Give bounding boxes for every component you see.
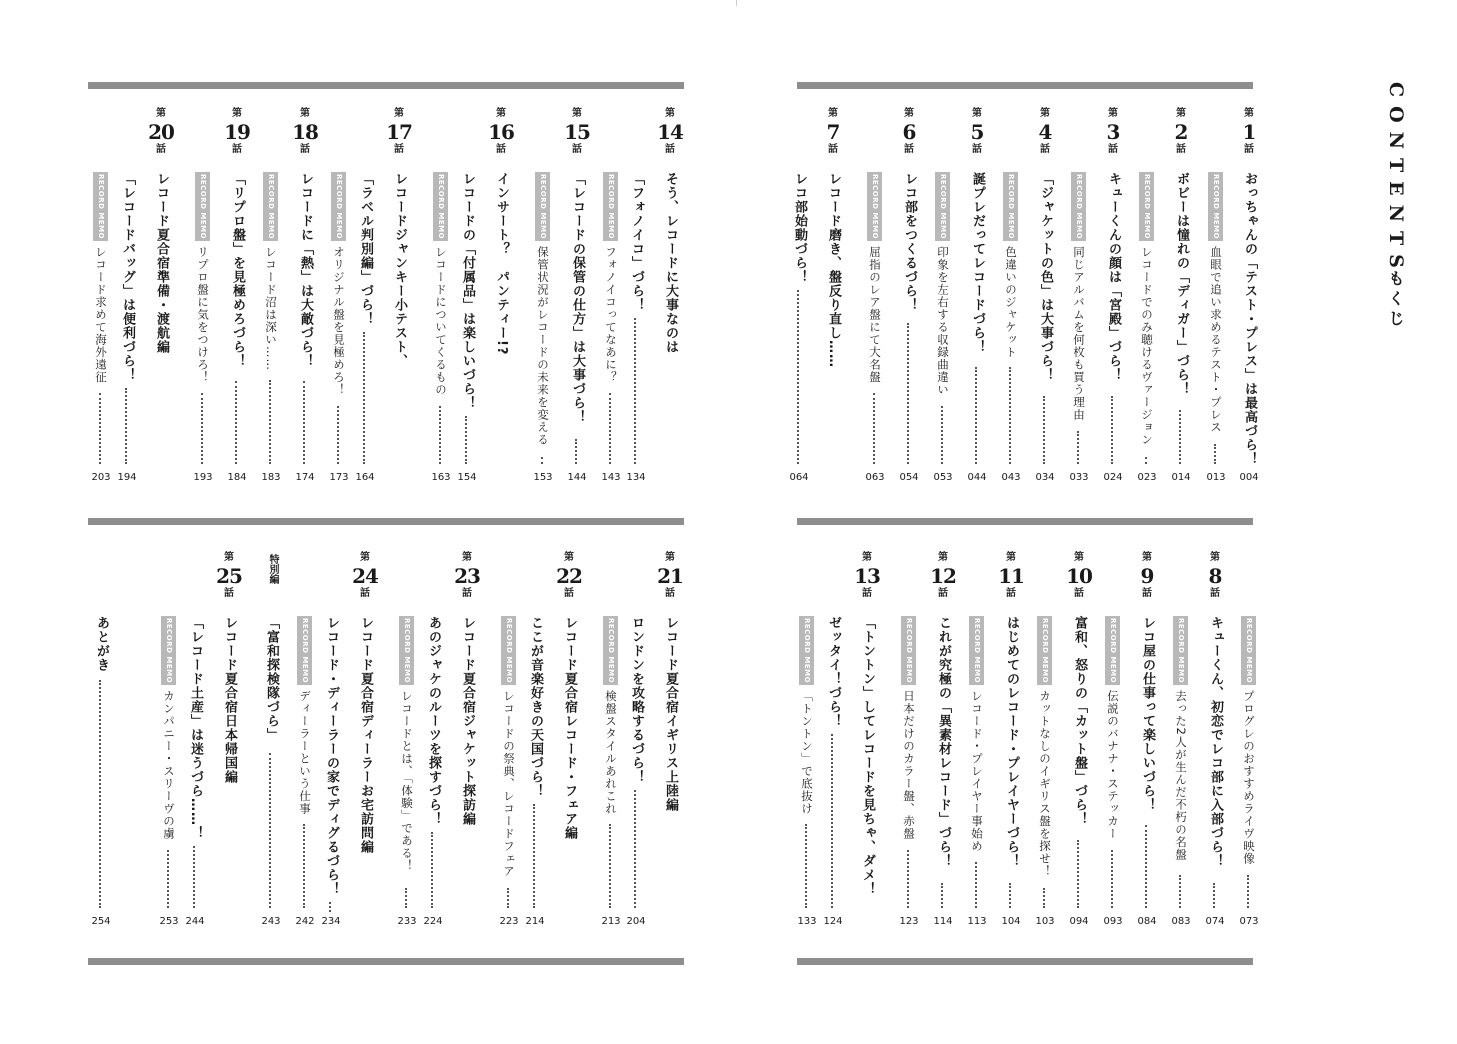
page-number: 064 [789, 472, 809, 483]
record-memo-badge: RECORD MEMO [603, 616, 618, 685]
chapter-prefix-dai: 第 [462, 552, 472, 563]
entry-title-line1: レコード夏合宿日本帰国編 [222, 616, 237, 784]
entry-title: 日本だけのカラー盤、赤盤 [902, 690, 916, 840]
entry-title: 「トントン」で底抜け [800, 690, 814, 815]
chapter-prefix-dai: 第 [394, 108, 404, 119]
entry-title: カットなしのイギリス盤を探せ！ [1038, 690, 1052, 878]
entry-title: 保管状況がレコードの未来を変える [536, 246, 550, 446]
record-memo-badge: RECORD MEMO [399, 616, 414, 685]
entry-title: レコードについてくるもの [434, 246, 448, 396]
chapter-prefix-dai: 第 [1142, 552, 1152, 563]
record-memo-badge: RECORD MEMO [603, 172, 618, 241]
chapter-prefix-dai: 第 [1244, 108, 1254, 119]
chapter-prefix-dai: 第 [972, 108, 982, 119]
leader-dots [269, 753, 271, 909]
chapter-number-block [456, 552, 478, 600]
toc-entry[interactable] [1000, 0, 1022, 1044]
page-number: 153 [533, 472, 553, 483]
chapter-number-block [1136, 552, 1158, 600]
chapter-suffix-wa: 話 [1006, 588, 1016, 599]
entry-title-line2: レコード・ディーラーの家でディグるづら！ [324, 616, 339, 896]
chapter-number-block [1204, 552, 1226, 600]
toc-entry[interactable] [600, 0, 622, 1044]
record-memo-badge: RECORD MEMO [331, 172, 346, 241]
leader-dots [431, 832, 433, 908]
entry-title-line2: ここが音楽好きの天国づら！ [528, 616, 543, 798]
chapter-number-block [822, 108, 844, 156]
page-number: 053 [933, 472, 953, 483]
leader-dots [303, 824, 305, 908]
page-number: 183 [261, 472, 281, 483]
entry-title: おっちゃんの「テスト・プレス」は最高づら！ [1242, 172, 1257, 466]
toc-entry[interactable] [1136, 0, 1158, 1044]
leader-dots [634, 790, 636, 908]
chapter-prefix-dai: 第 [232, 108, 242, 119]
page-number: 203 [91, 472, 111, 483]
entry-title-line2: レコ部始動づら！ [792, 172, 807, 284]
entry-title: 去った2人が生んだ不朽の名盤 [1174, 690, 1188, 861]
record-memo-badge: RECORD MEMO [1241, 616, 1256, 685]
chapter-suffix-wa: 話 [1108, 144, 1118, 155]
chapter-number: 22 [556, 564, 582, 588]
entry-title: カンパニー・スリーヴの虜 [162, 690, 176, 840]
toc-entry[interactable] [1034, 0, 1056, 1044]
chapter-prefix-dai: 第 [496, 108, 506, 119]
toc-entry[interactable] [498, 0, 520, 1044]
entry-title: レコードでのみ聴けるヴァージョン [1140, 246, 1154, 446]
page-number: 154 [457, 472, 477, 483]
entry-title: 伝説のバナナ・ステッカー [1106, 690, 1120, 840]
chapter-suffix-wa: 話 [394, 144, 404, 155]
toc-entry[interactable] [260, 0, 282, 1044]
toc-entry[interactable] [898, 0, 920, 1044]
entry-title: キューくんの顔は「宮殿」づら！ [1106, 172, 1121, 382]
entry-title-line2: ゼッタイ！づら！ [826, 616, 841, 728]
entry-title-line2: ロンドンを攻略するづら！ [629, 616, 644, 784]
toc-entry[interactable] [1204, 0, 1226, 1044]
chapter-number: 4 [1038, 120, 1052, 144]
entry-title-line1: 「トントン」してレコードを見ちゃ、ダメ！ [860, 616, 875, 896]
chapter-prefix-dai: 第 [224, 552, 234, 563]
entry-title: 「富和探検隊づら」 [264, 616, 279, 742]
chapter-number: 3 [1106, 120, 1120, 144]
chapter-prefix-dai: 第 [1176, 108, 1186, 119]
leader-dots [634, 318, 636, 464]
chapter-number: 6 [902, 120, 916, 144]
record-memo-badge: RECORD MEMO [1037, 616, 1052, 685]
chapter-suffix-wa: 話 [300, 144, 310, 155]
record-memo-badge: RECORD MEMO [433, 172, 448, 241]
chapter-prefix-dai: 第 [1210, 552, 1220, 563]
leader-dots [99, 680, 101, 908]
record-memo-badge: RECORD MEMO [161, 616, 176, 685]
page-number: 214 [525, 916, 545, 927]
chapter-suffix-wa: 話 [904, 144, 914, 155]
page-number: 244 [185, 916, 205, 927]
page-number: 073 [1239, 916, 1259, 927]
entry-title: プログレのおすすめライヴ映像 [1242, 690, 1256, 865]
chapter-suffix-wa: 話 [1210, 588, 1220, 599]
entry-title: レコード求めて海外遠征 [94, 246, 108, 384]
page-number: 023 [1137, 472, 1157, 483]
page-number: 103 [1035, 916, 1055, 927]
leader-dots [405, 888, 407, 908]
entry-title: 「ジャケットの色」は大事づら！ [1038, 172, 1053, 382]
page-number: 233 [397, 916, 417, 927]
page-number: 093 [1103, 916, 1123, 927]
chapter-number-block [218, 552, 240, 600]
chapter-number: 24 [352, 564, 378, 588]
entry-title: リプロ盤に気をつけろ！ [196, 246, 210, 384]
contents-subtitle: もくじ [1386, 270, 1405, 330]
entry-title-line1: インサート？ パンティー!? [494, 172, 509, 356]
page-number: 094 [1069, 916, 1089, 927]
leader-dots [975, 862, 977, 908]
record-memo-badge: RECORD MEMO [501, 616, 516, 685]
entry-title: 「レコードの保管の仕方」は大事づら！ [570, 172, 585, 424]
entry-title: ボビーは憧れの「ディガー」づら！ [1174, 172, 1189, 396]
entry-title-line2: 「レコード土産」は迷うづら……！ [188, 616, 203, 840]
record-memo-badge: RECORD MEMO [799, 616, 814, 685]
record-memo-badge: RECORD MEMO [1208, 172, 1223, 241]
page-number: 174 [295, 472, 315, 483]
toc-entry[interactable] [1170, 0, 1192, 1044]
chapter-number-block [558, 552, 580, 600]
entry-title: レコ屋の仕事って楽しいづら！ [1140, 616, 1155, 812]
entry-title-line1: レコード夏合宿イギリス上陸編 [663, 616, 678, 812]
record-memo-badge: RECORD MEMO [1071, 172, 1086, 241]
page-number: 164 [355, 472, 375, 483]
page-number: 173 [329, 472, 349, 483]
chapter-number-block [1000, 552, 1022, 600]
page-number: 133 [797, 916, 817, 927]
leader-dots [541, 457, 543, 464]
record-memo-badge: RECORD MEMO [1173, 616, 1188, 685]
leader-dots [125, 388, 127, 464]
page-number: 143 [601, 472, 621, 483]
page-number: 144 [567, 472, 587, 483]
entry-title: レコ部をつくるづら！ [902, 172, 917, 312]
page-number: 253 [159, 916, 179, 927]
chapter-prefix-dai: 第 [360, 552, 370, 563]
page-number: 084 [1137, 916, 1157, 927]
entry-title: 「リプロ盤」を見極めろづら！ [230, 172, 245, 368]
leader-dots [907, 850, 909, 908]
chapter-prefix-dai: 第 [156, 108, 166, 119]
page-number: 163 [431, 472, 451, 483]
leader-dots [1077, 840, 1079, 909]
toc-entry[interactable] [294, 0, 316, 1044]
chapter-prefix-dai: 第 [572, 108, 582, 119]
leader-dots [439, 406, 441, 464]
chapter-suffix-wa: 話 [360, 588, 370, 599]
chapter-prefix-dai: 第 [1108, 108, 1118, 119]
toc-entry[interactable] [90, 0, 112, 1044]
toc-entry[interactable] [192, 0, 214, 1044]
page-number: 054 [899, 472, 919, 483]
chapter-number-block [659, 552, 681, 600]
page-number: 033 [1069, 472, 1089, 483]
chapter-prefix-dai: 第 [938, 552, 948, 563]
entry-title-line2: 「フォノイコ」づら！ [629, 172, 644, 312]
record-memo-badge: RECORD MEMO [1139, 172, 1154, 241]
chapter-number: 5 [970, 120, 984, 144]
chapter-suffix-wa: 話 [1040, 144, 1050, 155]
page-number: 034 [1035, 472, 1055, 483]
entry-title: あとがき [94, 616, 109, 672]
page-number: 134 [626, 472, 646, 483]
page-number: 204 [626, 916, 646, 927]
leader-dots [1179, 875, 1181, 908]
page-number: 004 [1239, 472, 1259, 483]
leader-dots [1213, 883, 1215, 908]
entry-title-line1: レコード夏合宿準備・渡航編 [154, 172, 169, 354]
page-number: 224 [423, 916, 443, 927]
page-number: 013 [1206, 472, 1226, 483]
entry-title: レコード沼は深い…… [264, 246, 278, 371]
page-number: 213 [601, 916, 621, 927]
leader-dots [329, 902, 331, 912]
toc-entry[interactable] [1238, 0, 1260, 1044]
chapter-suffix-wa: 話 [462, 588, 472, 599]
chapter-prefix-dai: 第 [862, 552, 872, 563]
chapter-number: 7 [826, 120, 840, 144]
entry-title-line1: レコード夏合宿ディーラーお宅訪問編 [358, 616, 373, 854]
leader-dots [1009, 883, 1011, 908]
chapter-prefix-dai: 第 [300, 108, 310, 119]
chapter-suffix-wa: 話 [862, 588, 872, 599]
chapter-suffix-wa: 話 [1142, 588, 1152, 599]
chapter-number: 17 [386, 120, 412, 144]
entry-title: はじめてのレコード・プレイヤーづら！ [1004, 616, 1019, 868]
page-number: 074 [1205, 916, 1225, 927]
leader-dots [1145, 825, 1147, 908]
record-memo-badge: RECORD MEMO [969, 616, 984, 685]
chapter-number: 21 [657, 564, 683, 588]
page-fold-mark [736, 0, 737, 6]
record-memo-badge: RECORD MEMO [867, 172, 882, 241]
record-memo-badge: RECORD MEMO [263, 172, 278, 241]
entry-title: レコードとは、「体験」である！ [400, 690, 414, 872]
chapter-suffix-wa: 話 [1074, 588, 1084, 599]
chapter-prefix-dai: 第 [1040, 108, 1050, 119]
record-memo-badge: RECORD MEMO [901, 616, 916, 685]
leader-dots [533, 804, 535, 908]
chapter-suffix-wa: 話 [1244, 144, 1254, 155]
contents-title: CONTENTS [1385, 82, 1407, 277]
page-number: 124 [823, 916, 843, 927]
leader-dots [167, 850, 169, 908]
page-number: 114 [933, 916, 953, 927]
entry-title: キューくん、初恋でレコ部に入部づら！ [1208, 616, 1223, 868]
chapter-number-block [856, 552, 878, 600]
entry-title: 屈指のレア盤にて大名盤 [868, 246, 882, 384]
entry-title: 色違いのジャケット [1004, 246, 1018, 359]
leader-dots [805, 824, 807, 908]
chapter-number-block [932, 552, 954, 600]
leader-dots [507, 888, 509, 908]
page-number: 113 [967, 916, 987, 927]
page-number: 083 [1171, 916, 1191, 927]
page-number: 043 [1001, 472, 1021, 483]
record-memo-badge: RECORD MEMO [93, 172, 108, 241]
page-number: 223 [499, 916, 519, 927]
leader-dots [1247, 875, 1249, 908]
entry-title: 検盤スタイルあれこれ [604, 690, 618, 815]
entry-title-line2: レコードの「付属品」は楽しいづら！ [460, 172, 475, 410]
chapter-suffix-wa: 話 [1176, 144, 1186, 155]
chapter-number: 2 [1174, 120, 1188, 144]
special-label: 特別編 [267, 554, 278, 584]
chapter-number: 13 [854, 564, 880, 588]
record-memo-badge: RECORD MEMO [297, 616, 312, 685]
entry-title-line2: 「レコードバッグ」は便利づら！ [120, 172, 135, 382]
page-number: 024 [1103, 472, 1123, 483]
page-number: 242 [295, 916, 315, 927]
entry-title-line1: レコード夏合宿ジャケット探訪編 [460, 616, 475, 826]
leader-dots [1111, 850, 1113, 908]
record-memo-badge: RECORD MEMO [1105, 616, 1120, 685]
entry-title: 富和、怒りの「カット盤」づら！ [1072, 616, 1087, 826]
toc-entry[interactable] [158, 0, 180, 1044]
chapter-suffix-wa: 話 [156, 144, 166, 155]
page-number: 014 [1171, 472, 1191, 483]
chapter-number: 25 [216, 564, 242, 588]
entry-title-line1: レコード夏合宿レコード・フェア編 [562, 616, 577, 840]
leader-dots [609, 824, 611, 908]
toc-entry[interactable] [932, 0, 954, 1044]
leader-dots [941, 883, 943, 908]
toc-entry[interactable] [796, 0, 818, 1044]
chapter-number: 18 [292, 120, 318, 144]
entry-title-line2: あのジャケのルーツを探すづら！ [426, 616, 441, 826]
chapter-suffix-wa: 話 [665, 588, 675, 599]
entry-title: 印象を左右する収録曲違い [936, 246, 950, 396]
record-memo-badge: RECORD MEMO [195, 172, 210, 241]
chapter-number: 8 [1208, 564, 1222, 588]
chapter-number: 11 [998, 564, 1024, 588]
chapter-number: 20 [148, 120, 174, 144]
page-number: 194 [117, 472, 137, 483]
leader-dots [1043, 888, 1045, 908]
entry-title: ディーラーという仕事 [298, 690, 312, 815]
chapter-suffix-wa: 話 [972, 144, 982, 155]
page-number: 184 [227, 472, 247, 483]
toc-entry[interactable] [966, 0, 988, 1044]
toc-entry[interactable] [396, 0, 418, 1044]
chapter-number: 15 [564, 120, 590, 144]
chapter-number: 12 [930, 564, 956, 588]
leader-dots [201, 393, 203, 464]
entry-title-line1: そう、レコードに大事なのは [663, 172, 678, 354]
chapter-prefix-dai: 第 [665, 108, 675, 119]
chapter-number-block [1068, 552, 1090, 600]
chapter-suffix-wa: 話 [828, 144, 838, 155]
leader-dots [193, 846, 195, 908]
entry-title: 血眼で追い求めるテスト・プレス [1209, 246, 1223, 434]
chapter-number: 9 [1140, 564, 1154, 588]
page-number: 234 [321, 916, 341, 927]
entry-title-line2: 「ラベル判別編」づら！ [358, 172, 373, 326]
chapter-prefix-dai: 第 [828, 108, 838, 119]
page-number: 193 [193, 472, 213, 483]
entry-title: 同じアルバムを何枚も買う理由 [1072, 246, 1086, 421]
chapter-suffix-wa: 話 [224, 588, 234, 599]
chapter-number: 16 [488, 120, 514, 144]
entry-title: 誕プレだってレコードづら！ [970, 172, 985, 354]
leader-dots [337, 406, 339, 464]
chapter-suffix-wa: 話 [564, 588, 574, 599]
entry-title: レコード・プレイヤー事始め [970, 690, 984, 853]
chapter-prefix-dai: 第 [665, 552, 675, 563]
leader-dots [831, 734, 833, 908]
chapter-prefix-dai: 第 [1006, 552, 1016, 563]
entry-title: これが究極の「異素材レコード」づら！ [936, 616, 951, 868]
entry-title-line1: レコード磨き、盤反り直し…… [826, 172, 841, 368]
page-number: 044 [967, 472, 987, 483]
record-memo-badge: RECORD MEMO [1003, 172, 1018, 241]
entry-title: レコードの祭典、レコードフェア [502, 690, 516, 878]
entry-title-line1: レコードジャンキー小テスト、 [392, 172, 407, 368]
chapter-suffix-wa: 話 [938, 588, 948, 599]
entry-title: レコードに「熱」は大敵づら！ [298, 172, 313, 368]
toc-entry[interactable] [430, 0, 452, 1044]
chapter-number: 19 [224, 120, 250, 144]
page-number: 243 [261, 916, 281, 927]
page-number: 123 [899, 916, 919, 927]
page-number: 063 [865, 472, 885, 483]
chapter-number: 23 [454, 564, 480, 588]
chapter-number: 1 [1242, 120, 1256, 144]
page-number: 104 [1001, 916, 1021, 927]
toc-entry[interactable] [532, 0, 554, 1044]
toc-entry[interactable] [1068, 0, 1090, 1044]
chapter-prefix-dai: 第 [564, 552, 574, 563]
chapter-number: 10 [1066, 564, 1092, 588]
record-memo-badge: RECORD MEMO [535, 172, 550, 241]
toc-entry[interactable] [1102, 0, 1124, 1044]
entry-title: フォノイコってなあに？ [604, 246, 618, 384]
entry-title: オリジナル盤を見極めろ！ [332, 246, 346, 396]
record-memo-badge: RECORD MEMO [935, 172, 950, 241]
chapter-suffix-wa: 話 [665, 144, 675, 155]
chapter-suffix-wa: 話 [232, 144, 242, 155]
chapter-number-block [354, 552, 376, 600]
chapter-suffix-wa: 話 [572, 144, 582, 155]
chapter-prefix-dai: 第 [904, 108, 914, 119]
chapter-suffix-wa: 話 [496, 144, 506, 155]
chapter-number: 14 [657, 120, 683, 144]
page-number: 254 [91, 916, 111, 927]
chapter-prefix-dai: 第 [1074, 552, 1084, 563]
